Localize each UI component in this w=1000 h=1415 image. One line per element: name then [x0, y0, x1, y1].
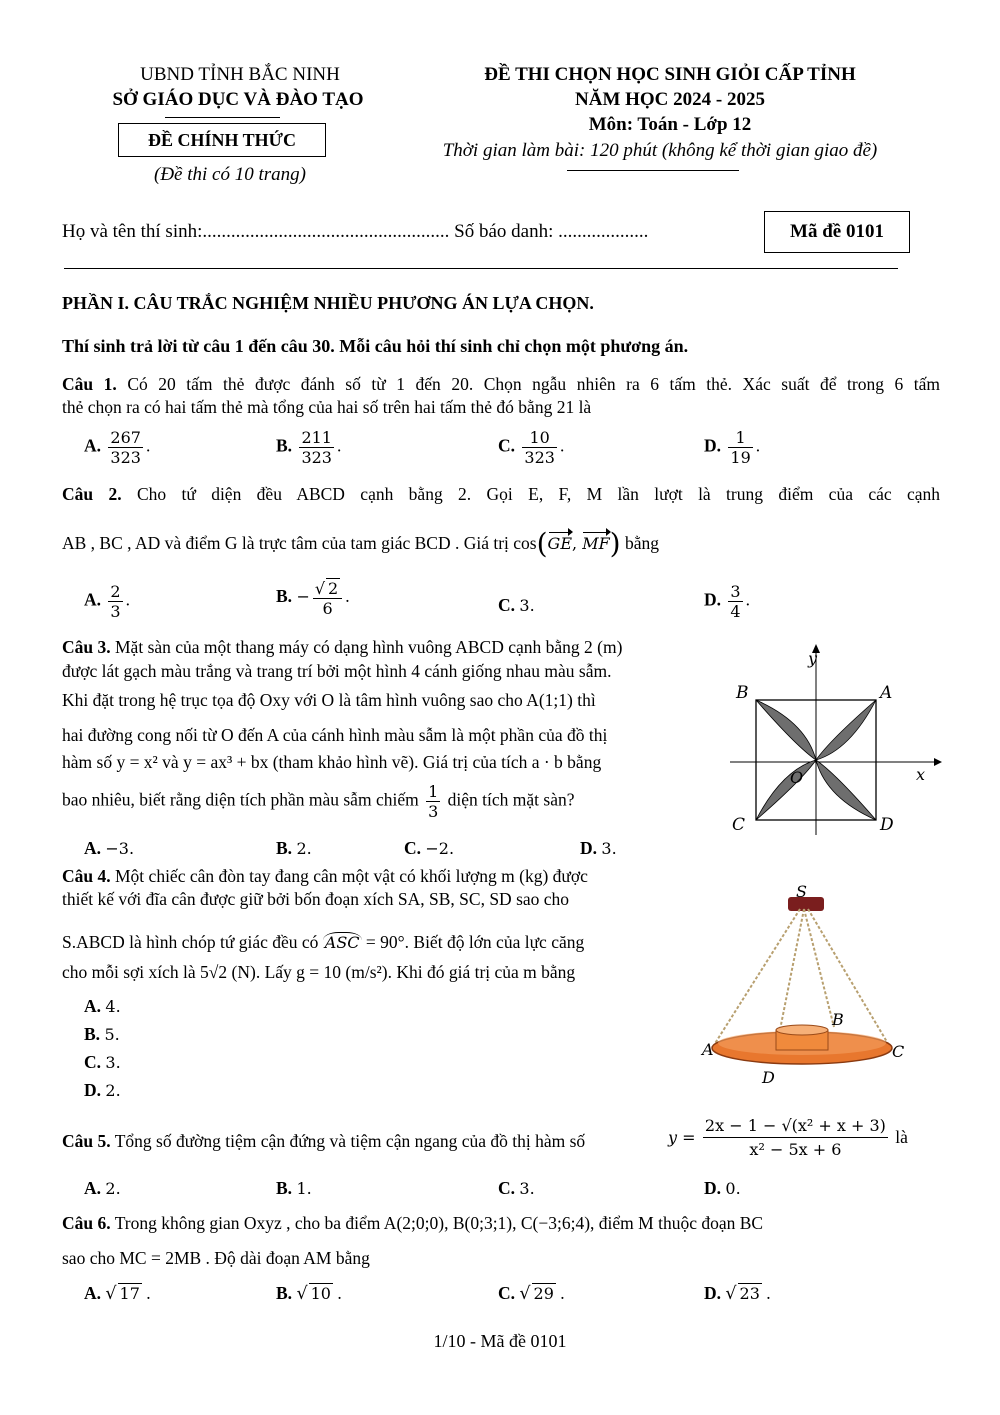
q1-option-c[interactable]: C. $\frac{10}{323}$ .	[498, 428, 565, 467]
q3-pinwheel-figure	[720, 640, 945, 840]
q3-text6b: diện tích mặt sàn?	[447, 789, 575, 810]
time-note: Thời gian làm bài: 120 phút (không kể thời gian giao đề)	[442, 140, 878, 161]
q5-option-d[interactable]: D. 0.	[704, 1178, 741, 1198]
fraction: $\frac{211}{323}$	[301, 428, 332, 467]
q5-text1: Tổng số đường tiệm cận đứng và tiệm cận ngang của đồ thị hàm số	[114, 1131, 586, 1151]
q2-text1: Cho tứ diện đều ABCD cạnh bằng 2. Gọi E, F, M lần lượt là trung điểm của các cạnh	[136, 484, 941, 504]
q5-tail: là	[895, 1127, 908, 1147]
q4-text3b: = 90°. Biết độ lớn của lực căng	[365, 932, 585, 952]
q3-line6	[62, 782, 574, 821]
apex-s-label: S	[796, 885, 807, 901]
q4-line3	[62, 932, 584, 953]
point-c-label: C	[892, 1042, 905, 1061]
subject-line: Môn: Toán - Lớp 12	[588, 114, 752, 135]
q6-line1	[62, 1213, 763, 1234]
header-divider	[64, 268, 898, 269]
fraction: $\frac{1}{19}$	[730, 428, 751, 467]
q6-option-a[interactable]: A. √ 17 .	[84, 1283, 151, 1304]
q3-text1: Mặt sàn của một thang máy có dạng hình vuông ABCD cạnh bằng 2 (m)	[115, 637, 623, 657]
q6-option-c[interactable]: C. √ 29 .	[498, 1283, 565, 1304]
header-left-line1: UBND TỈNH BẮC NINH	[140, 64, 340, 85]
q5-function	[668, 1116, 908, 1159]
vertex-d-label: D	[880, 815, 894, 835]
vertex-c-label: C	[732, 815, 746, 835]
q2-option-a[interactable]: A. $\frac{2}{3}$ .	[84, 582, 130, 621]
q3-label: Câu 3.	[62, 637, 111, 657]
q5-option-a[interactable]: A. 2.	[84, 1178, 121, 1198]
id-dots: ...................	[558, 221, 649, 242]
q4-scale-figure	[700, 885, 910, 1090]
candidate-row	[62, 221, 648, 243]
q2-option-c[interactable]: C. 3.	[498, 595, 535, 615]
vertex-a-label: A	[880, 683, 893, 703]
q1-text1: Có 20 tấm thẻ được đánh số từ 1 đến 20. Chọn ngẫu nhiên ra 6 tấm thẻ. Xác suất để trong 6 tấm	[127, 374, 941, 394]
angle-asc: ASC	[324, 933, 360, 952]
q5-label: Câu 5.	[62, 1131, 111, 1151]
official-box: ĐỀ CHÍNH THỨC	[118, 123, 326, 157]
q2-line2: AB , BC , AD và điểm G là trực tâm của tam giác BCD . Giá trị cos(GE, MF) bằng	[62, 527, 660, 560]
header-right-line1: ĐỀ THI CHỌN HỌC SINH GIỎI CẤP TỈNH	[484, 64, 856, 85]
q5-func-lhs: y =	[668, 1128, 696, 1147]
point-b-label: B	[832, 1010, 844, 1029]
q1-line1	[62, 374, 940, 395]
q3-line5: hàm số y = x² và y = ax³ + bx (tham khảo hình vẽ). Giá trị của tích a · b bằng	[62, 752, 602, 772]
q4-line4: cho mỗi sợi xích là 5√2 (N). Lấy g = 10 (m/s²). Khi đó giá trị của m bằng	[62, 962, 576, 982]
q3-option-b[interactable]: B. 2.	[276, 838, 312, 858]
q5-option-c[interactable]: C. 3.	[498, 1178, 535, 1198]
vector-mf: MF	[582, 534, 610, 553]
q5-option-b[interactable]: B. 1.	[276, 1178, 312, 1198]
vector-ge: GE	[547, 534, 573, 553]
q3-line1	[62, 637, 622, 658]
q2-label: Câu 2.	[62, 484, 122, 504]
q3-line3: Khi đặt trong hệ trục tọa độ Oxy với O là tâm hình vuông sao cho A(1;1) thì	[62, 690, 596, 710]
q4-option-b[interactable]: B. 5.	[84, 1024, 120, 1044]
q4-line1	[62, 866, 588, 887]
q6-label: Câu 6.	[62, 1213, 111, 1233]
q6-text1: Trong không gian Oxyz , cho ba điểm A(2;0;0), B(0;3;1), C(−3;6;4), điểm M thuộc đoạn BC	[114, 1213, 764, 1233]
q3-option-d[interactable]: D. 3.	[580, 838, 617, 858]
q4-option-a[interactable]: A. 4.	[84, 996, 121, 1016]
q5-line1	[62, 1131, 585, 1152]
name-label: Họ và tên thí sinh:	[62, 221, 203, 242]
section-title: PHẦN I. CÂU TRẮC NGHIỆM NHIỀU PHƯƠNG ÁN LỰA CHỌN.	[62, 293, 594, 313]
q2-option-d[interactable]: D. $\frac{3}{4}$ .	[704, 582, 750, 621]
option-label: A.	[84, 589, 102, 610]
option-label: C.	[498, 435, 516, 456]
fraction: $\frac{267}{323}$	[110, 428, 141, 467]
header-left-line2: SỞ GIÁO DỤC VÀ ĐÀO TẠO	[112, 89, 364, 110]
q3-line2: được lát gạch màu trắng và trang trí bởi một hình 4 cánh giống nhau màu sẫm.	[62, 661, 612, 681]
q1-label: Câu 1.	[62, 374, 117, 394]
q4-label: Câu 4.	[62, 866, 111, 886]
q6-option-d[interactable]: D. √ 23 .	[704, 1283, 771, 1304]
q3-option-c[interactable]: C. −2.	[404, 838, 455, 858]
header-right-line2: NĂM HỌC 2024 - 2025	[575, 89, 765, 110]
exam-code-box: Mã đề 0101	[764, 211, 910, 253]
q4-option-c[interactable]: C. 3.	[84, 1052, 121, 1072]
origin-label: O	[790, 768, 804, 787]
option-label: C.	[498, 595, 516, 615]
q1-option-d[interactable]: D. $\frac{1}{19}$ .	[704, 428, 761, 467]
option-label: B.	[276, 586, 293, 607]
option-label: B.	[276, 435, 293, 456]
q2-text2a: AB , BC , AD và điểm G là trực tâm của tam giác BCD . Giá trị cos	[62, 533, 537, 553]
section-instruction: Thí sinh trả lời từ câu 1 đến câu 30. Mỗi câu hỏi thí sinh chỉ chọn một phương án.	[62, 336, 689, 356]
point-d-label: D	[762, 1068, 775, 1087]
q1-option-b[interactable]: B. $\frac{211}{323}$ .	[276, 428, 342, 467]
id-label: Số báo danh:	[454, 221, 554, 242]
q1-line2: thẻ chọn ra có hai tấm thẻ mà tổng của hai số trên hai tấm thẻ đó bằng 21 là	[62, 397, 592, 417]
fraction: $\frac{√ 2}{6}$	[313, 578, 342, 618]
q2-option-b[interactable]: B. − $\frac{√ 2}{6}$ .	[276, 579, 350, 618]
q4-option-d[interactable]: D. 2.	[84, 1080, 121, 1100]
q3-line4: hai đường cong nối từ O đến A của cánh hình màu sẫm là một phần của đồ thị	[62, 725, 608, 745]
option-label: D.	[704, 589, 722, 610]
option-label: D.	[704, 435, 722, 456]
q4-text3a: S.ABCD là hình chóp tứ giác đều có	[62, 932, 319, 952]
q3-text6a: bao nhiêu, biết rằng diện tích phần màu sẫm chiếm	[62, 789, 419, 810]
header-left-underline	[165, 117, 280, 118]
fraction: $\frac{2}{3}$	[110, 582, 121, 621]
q6-line2: sao cho MC = 2MB . Độ dài đoạn AM bằng	[62, 1248, 370, 1268]
q1-option-a[interactable]: A. $\frac{267}{323}$ .	[84, 428, 151, 467]
q6-option-b[interactable]: B. √ 10 .	[276, 1283, 342, 1304]
q2-text2b: bằng	[624, 533, 660, 553]
x-axis-label: x	[916, 765, 926, 784]
q3-option-a[interactable]: A. −3.	[84, 838, 135, 858]
header-right-underline	[567, 170, 739, 171]
y-axis-label: y	[808, 649, 818, 668]
q2-line1	[62, 484, 940, 505]
name-dots: ....................................................	[202, 221, 450, 242]
q4-text1: Một chiếc cân đòn tay đang cân một vật có khối lượng m (kg) được	[115, 866, 588, 886]
page-footer: 1/10 - Mã đề 0101	[433, 1331, 567, 1351]
fraction: $\frac{10}{323}$	[524, 428, 555, 467]
point-a-label: A	[702, 1040, 714, 1059]
option-label: A.	[84, 435, 102, 456]
q5-fraction: $\frac{\text{2x − 1 − √(x² + x + 3)}}{\text{x² − 5x + 6}}$	[704, 1116, 886, 1159]
q4-line2: thiết kế với đĩa cân được giữ bởi bốn đoạn xích SA, SB, SC, SD sao cho	[62, 889, 570, 909]
page-count-note: (Đề thi có 10 trang)	[154, 164, 306, 185]
vertex-b-label: B	[736, 683, 749, 703]
fraction: $\frac{3}{4}$	[730, 582, 741, 621]
fraction: $\frac{1}{3}$	[428, 782, 439, 821]
